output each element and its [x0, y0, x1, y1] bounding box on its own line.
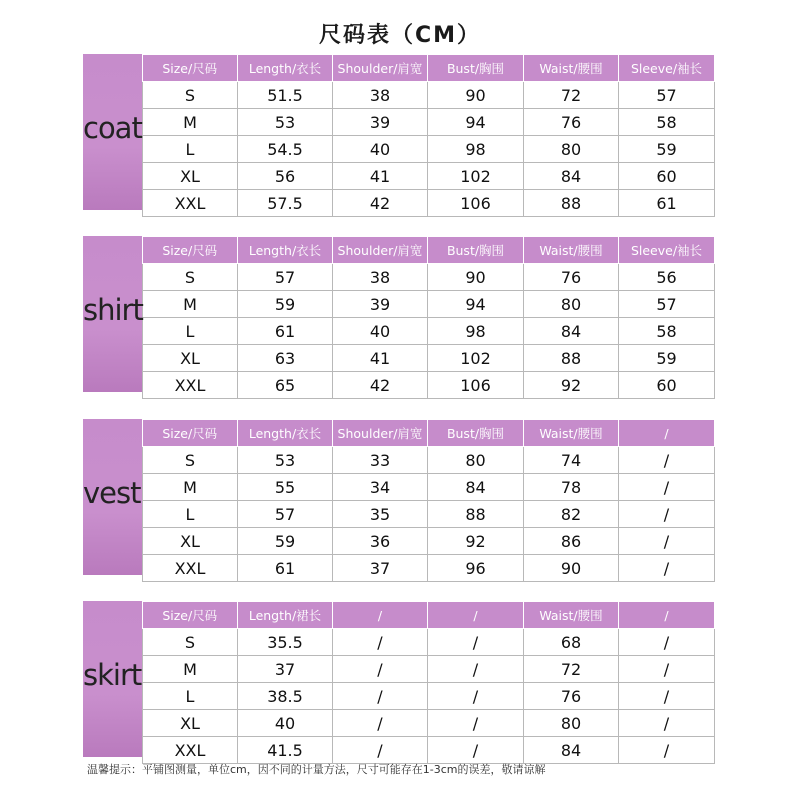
table-cell: XXL [143, 372, 238, 399]
table-cell: / [619, 683, 715, 710]
table-cell: 56 [238, 163, 333, 190]
table-cell: 94 [428, 291, 524, 318]
table-cell: 102 [428, 345, 524, 372]
table-cell: 37 [333, 555, 428, 582]
category-label: skirt [83, 658, 142, 692]
column-header: Length/衣长 [238, 55, 333, 82]
size-table [142, 419, 715, 582]
table-cell: 60 [619, 372, 715, 399]
table-cell: 61 [238, 555, 333, 582]
table-cell: 82 [524, 501, 619, 528]
table-cell: 41 [333, 163, 428, 190]
table-cell: 58 [619, 109, 715, 136]
table-cell: / [428, 656, 524, 683]
column-header: Bust/胸围 [428, 55, 524, 82]
table-cell: / [619, 710, 715, 737]
table-cell: / [333, 683, 428, 710]
table-cell: 72 [524, 82, 619, 109]
table-cell: 35.5 [238, 629, 333, 656]
table-cell: / [619, 555, 715, 582]
table-cell: 57 [619, 82, 715, 109]
category-label: vest [83, 476, 141, 510]
table-cell: 42 [333, 190, 428, 217]
table-cell: 65 [238, 372, 333, 399]
column-header: Shoulder/肩宽 [333, 237, 428, 264]
size-table-shirt [83, 236, 715, 395]
table-cell: 58 [619, 318, 715, 345]
table-row [143, 629, 715, 656]
table-cell: 86 [524, 528, 619, 555]
table-row [143, 264, 715, 291]
table-cell: 88 [524, 190, 619, 217]
table-cell: / [619, 528, 715, 555]
table-cell: 40 [333, 318, 428, 345]
table-cell: 90 [428, 82, 524, 109]
column-header: Waist/腰围 [524, 602, 619, 629]
table-cell: 76 [524, 264, 619, 291]
table-cell: 57 [238, 501, 333, 528]
column-header: Bust/胸围 [428, 420, 524, 447]
column-header: Waist/腰围 [524, 420, 619, 447]
table-cell: 59 [619, 345, 715, 372]
table-row [143, 372, 715, 399]
table-row [143, 163, 715, 190]
table-cell: / [619, 737, 715, 764]
table-cell: 94 [428, 109, 524, 136]
table-cell: 90 [428, 264, 524, 291]
category-band [83, 601, 142, 757]
size-table-skirt [83, 601, 715, 760]
table-cell: 38.5 [238, 683, 333, 710]
table-cell: 76 [524, 109, 619, 136]
column-header: / [428, 602, 524, 629]
category-band [83, 54, 142, 210]
table-cell: / [619, 474, 715, 501]
table-cell: / [428, 737, 524, 764]
table-cell: 41 [333, 345, 428, 372]
table-cell: 80 [428, 447, 524, 474]
table-cell: 34 [333, 474, 428, 501]
table-cell: 80 [524, 710, 619, 737]
table-cell: XL [143, 528, 238, 555]
size-table-vest [83, 419, 715, 578]
table-cell: L [143, 318, 238, 345]
table-cell: XL [143, 710, 238, 737]
table-cell: S [143, 447, 238, 474]
table-row [143, 528, 715, 555]
table-header-row [143, 420, 715, 447]
table-cell: 59 [619, 136, 715, 163]
table-cell: 98 [428, 136, 524, 163]
table-cell: 53 [238, 447, 333, 474]
table-cell: 38 [333, 82, 428, 109]
measurement-note: 温馨提示：平铺图测量，单位cm，因不同的计量方法，尺寸可能存在1-3cm的误差，敬请谅解 [87, 763, 546, 776]
table-cell: XXL [143, 737, 238, 764]
size-table [142, 601, 715, 764]
table-cell: 88 [524, 345, 619, 372]
category-band [83, 419, 142, 575]
table-row [143, 710, 715, 737]
column-header: / [619, 602, 715, 629]
table-row [143, 345, 715, 372]
table-cell: 57 [619, 291, 715, 318]
table-cell: 84 [524, 318, 619, 345]
category-band [83, 236, 142, 392]
table-cell: L [143, 136, 238, 163]
table-cell: L [143, 501, 238, 528]
column-header: Shoulder/肩宽 [333, 55, 428, 82]
table-cell: 92 [428, 528, 524, 555]
table-cell: 59 [238, 528, 333, 555]
column-header: Length/衣长 [238, 237, 333, 264]
table-row [143, 656, 715, 683]
table-cell: 88 [428, 501, 524, 528]
table-cell: 106 [428, 190, 524, 217]
table-row [143, 737, 715, 764]
table-cell: / [428, 629, 524, 656]
table-cell: XL [143, 163, 238, 190]
table-cell: 42 [333, 372, 428, 399]
table-cell: 74 [524, 447, 619, 474]
table-row [143, 291, 715, 318]
column-header: Size/尺码 [143, 420, 238, 447]
table-cell: / [333, 629, 428, 656]
table-cell: / [333, 656, 428, 683]
table-cell: 61 [619, 190, 715, 217]
table-cell: 84 [428, 474, 524, 501]
table-cell: 41.5 [238, 737, 333, 764]
column-header: / [333, 602, 428, 629]
table-cell: 39 [333, 291, 428, 318]
table-header-row [143, 602, 715, 629]
table-cell: 60 [619, 163, 715, 190]
column-header: Length/衣长 [238, 420, 333, 447]
table-row [143, 555, 715, 582]
table-cell: 68 [524, 629, 619, 656]
table-cell: 80 [524, 291, 619, 318]
column-header: Size/尺码 [143, 237, 238, 264]
table-cell: 54.5 [238, 136, 333, 163]
table-cell: / [619, 447, 715, 474]
table-row [143, 447, 715, 474]
table-cell: 35 [333, 501, 428, 528]
table-cell: 84 [524, 737, 619, 764]
table-cell: / [333, 737, 428, 764]
table-cell: 40 [333, 136, 428, 163]
table-cell: 96 [428, 555, 524, 582]
table-cell: M [143, 656, 238, 683]
table-row [143, 683, 715, 710]
table-cell: S [143, 264, 238, 291]
table-cell: 57 [238, 264, 333, 291]
column-header: Waist/腰围 [524, 237, 619, 264]
table-cell: / [619, 656, 715, 683]
table-cell: 38 [333, 264, 428, 291]
table-cell: 106 [428, 372, 524, 399]
column-header: Size/尺码 [143, 55, 238, 82]
table-cell: 84 [524, 163, 619, 190]
table-row [143, 82, 715, 109]
table-cell: 33 [333, 447, 428, 474]
table-cell: / [333, 710, 428, 737]
table-cell: S [143, 82, 238, 109]
table-cell: 63 [238, 345, 333, 372]
table-cell: 80 [524, 136, 619, 163]
column-header: Sleeve/袖长 [619, 55, 715, 82]
table-cell: / [619, 501, 715, 528]
table-cell: 37 [238, 656, 333, 683]
column-header: Bust/胸围 [428, 237, 524, 264]
size-table [142, 236, 715, 399]
table-row [143, 190, 715, 217]
column-header: Sleeve/袖长 [619, 237, 715, 264]
column-header: Size/尺码 [143, 602, 238, 629]
table-cell: M [143, 291, 238, 318]
table-header-row [143, 237, 715, 264]
category-label: coat [83, 111, 142, 145]
table-cell: XXL [143, 555, 238, 582]
table-row [143, 474, 715, 501]
column-header: Waist/腰围 [524, 55, 619, 82]
table-cell: 56 [619, 264, 715, 291]
table-row [143, 501, 715, 528]
category-label: shirt [83, 293, 143, 327]
size-table [142, 54, 715, 217]
table-cell: 78 [524, 474, 619, 501]
table-row [143, 136, 715, 163]
table-cell: M [143, 109, 238, 136]
column-header: Shoulder/肩宽 [333, 420, 428, 447]
table-cell: 53 [238, 109, 333, 136]
table-header-row [143, 55, 715, 82]
table-cell: 98 [428, 318, 524, 345]
column-header: Length/裙长 [238, 602, 333, 629]
table-cell: 57.5 [238, 190, 333, 217]
table-cell: 72 [524, 656, 619, 683]
table-cell: 51.5 [238, 82, 333, 109]
table-cell: / [428, 683, 524, 710]
table-cell: / [428, 710, 524, 737]
table-cell: 61 [238, 318, 333, 345]
table-cell: 76 [524, 683, 619, 710]
table-row [143, 109, 715, 136]
table-cell: M [143, 474, 238, 501]
table-cell: 39 [333, 109, 428, 136]
table-cell: S [143, 629, 238, 656]
table-cell: 102 [428, 163, 524, 190]
table-cell: 55 [238, 474, 333, 501]
table-cell: XXL [143, 190, 238, 217]
table-cell: XL [143, 345, 238, 372]
table-cell: 90 [524, 555, 619, 582]
table-cell: 59 [238, 291, 333, 318]
column-header: / [619, 420, 715, 447]
table-cell: / [619, 629, 715, 656]
table-row [143, 318, 715, 345]
table-cell: 92 [524, 372, 619, 399]
table-cell: 40 [238, 710, 333, 737]
table-cell: L [143, 683, 238, 710]
size-table-coat [83, 54, 715, 213]
table-cell: 36 [333, 528, 428, 555]
page-title: 尺码表（CM） [318, 23, 482, 48]
